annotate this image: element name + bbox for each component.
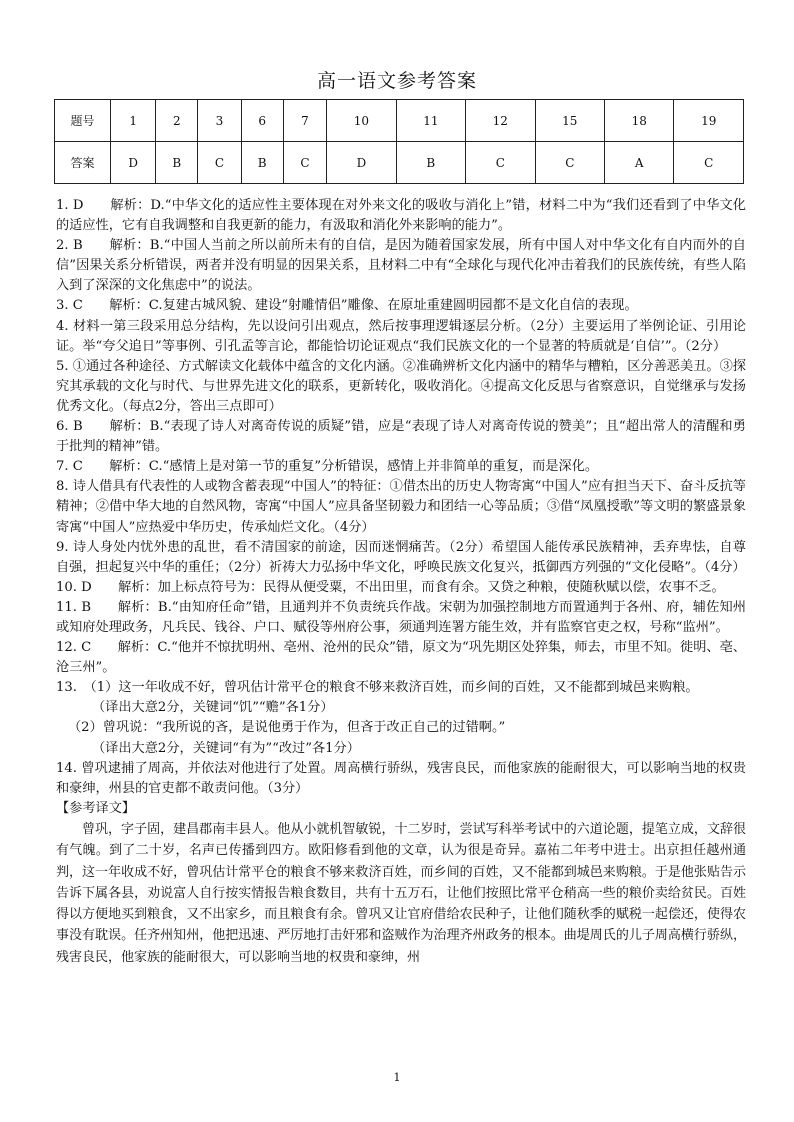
answer-cell: A bbox=[605, 142, 674, 184]
reference-translation-heading: 【参考译文】 bbox=[56, 800, 136, 816]
answer-item: 1. D 解析：D.“中华文化的适应性主要体现在对外来文化的吸收与消化上”错，材料二中为“我们还看到了中华文化的适应性，它有自我调整和自我更新的能力，有汲取和消化外来影响的能力”。 bbox=[56, 198, 746, 234]
scoring-note: （译出大意2分，关键词“有为”“改过”各1分） bbox=[92, 740, 360, 756]
scoring-note: （译出大意2分，关键词“饥”“赡”各1分） bbox=[92, 700, 334, 716]
row-header: 答案 bbox=[55, 142, 111, 184]
page-number: 1 bbox=[393, 1071, 401, 1084]
answer-item: 5. ①通过各种途径、方式解读文化载体中蕴含的文化内涵。②准确辨析文化内涵中的精华与糟粕，区分善恶美丑。③探究其承载的文化与时代、与世界先进文化的联系，更新转化，吸收消化。④提高文化反思与省察意识，自觉继承与发扬优秀文化。（每点2分，答出三点即可） bbox=[56, 358, 746, 414]
question-number: 3 bbox=[198, 100, 241, 142]
answer-row bbox=[55, 142, 744, 184]
answer-cell: C bbox=[535, 142, 604, 184]
question-number: 11 bbox=[396, 100, 465, 142]
answer-item: 2. B 解析：B.“中国人当前之所以前所未有的自信，是因为随着国家发展，所有中国人对中华文化有自内而外的自信”因果关系分析错误，两者并没有明显的因果关系，且材料二中有“全球化与现代化冲击着我们的民族传统，有些人陷入到了深深的文化焦虑中”的说法。 bbox=[56, 238, 746, 294]
question-number: 2 bbox=[156, 100, 198, 142]
answer-item: 13. （1）这一年收成不好，曾巩估计常平仓的粮食不够来救济百姓，而乡间的百姓，又不能都到城邑来购粮。 bbox=[56, 680, 699, 696]
answer-table bbox=[54, 99, 744, 184]
reference-translation-text: 曾巩，字子固，建昌郡南丰县人。他从小就机智敏锐，十二岁时，尝试写科举考试中的六道论题，提笔立成，文辞很有气魄。到了二十岁，名声已传播到四方。欧阳修看到他的文章，认为很是奇异。嘉祐二年考中进士。出京担任越州通判，这一年收成不好，曾巩估计常平仓的粮食不够来救济百姓，而乡间的百姓，又不能都到城邑来购粮。于是他张贴告示告诉下属各县，劝说富人自行按实情报告粮食数目，共有十五万石，让他们按照比常平仓稍高一些的粮价卖给贫民。百姓得以方便地买到粮食，又不出家乡，而且粮食有余。曾巩又让官府借给农民种子，让他们随秋季的赋税一起偿还，使得农事没有耽误。任齐州知州，他把迅速、严厉地打击奸邪和盗贼作为治理齐州政务的根本。曲堤周氏的儿子周高横行骄纵，残害良民，他家族的能耐很大，可以影响当地的权贵和豪绅，州 bbox=[56, 821, 746, 965]
answer-item: 6. B 解析：B.“表现了诗人对离奇传说的质疑”错，应是“表现了诗人对离奇传说的赞美”；且“超出常人的清醒和勇于批判的精神”错。 bbox=[56, 419, 746, 455]
answer-item: 11. B 解析：B.“由知府任命”错，且通判并不负责统兵作战。宋朝为加强控制地方而置通判于各州、府，辅佐知州或知府处理政务，凡兵民、钱谷、户口、赋役等州府公事，须通判连署方能生效，并有监察官吏之权，号称“监州”。 bbox=[56, 599, 746, 635]
answer-cell: C bbox=[674, 142, 744, 184]
question-number: 19 bbox=[674, 100, 744, 142]
answer-cell: D bbox=[111, 142, 156, 184]
answer-cell: C bbox=[283, 142, 326, 184]
answer-item: 4. 材料一第三段采用总分结构，先以设问引出观点，然后按事理逻辑逐层分析。（2分）主要运用了举例论证、引用论证。举“夸父追日”等事例、引孔孟等言论，都能恰切论证观点“我们民族文化的一个显著的特质就是‘自信’”。（2分） bbox=[56, 318, 746, 354]
answer-cell: C bbox=[198, 142, 241, 184]
number-row bbox=[55, 100, 744, 142]
question-number: 6 bbox=[241, 100, 283, 142]
question-number: 15 bbox=[535, 100, 604, 142]
answer-item: 12. C 解析：C.“他并不惊扰明州、亳州、沧州的民众”错，原文为“巩先期区处猝集，师去，市里不知。徙明、亳、沧三州”。 bbox=[56, 640, 746, 676]
answer-item: （2）曾巩说：“我所说的吝，是说他勇于作为，但吝于改正自己的过错啊。” bbox=[68, 720, 506, 736]
answer-item: 14. 曾巩逮捕了周高，并依法对他进行了处置。周高横行骄纵，残害良民，而他家族的能耐很大，可以影响当地的权贵和豪绅，州县的官吏都不敢责问他。（3分） bbox=[56, 760, 746, 796]
answer-item: 7. C 解析：C.“感情上是对第一节的重复”分析错误，感情上并非简单的重复，而是深化。 bbox=[56, 459, 599, 475]
page-title: 高一语文参考答案 bbox=[316, 70, 477, 92]
answer-explanations bbox=[56, 196, 746, 968]
answer-cell: B bbox=[396, 142, 465, 184]
answer-item: 9. 诗人身处内忧外患的乱世，看不清国家的前途，因而迷惘痛苦。（2分）希望国人能传承民族精神，丢弃卑怯，自尊自强，担起复兴中华的重任；（2分）祈祷大力弘扬中华文化，呼唤民族文化复兴，抵御西方列强的“文化侵略”。（4分） bbox=[56, 539, 746, 575]
answer-item: 8. 诗人借具有代表性的人或物含蓄表现“中国人”的特征：①借杰出的历史人物寄寓“中国人”应有担当天下、奋斗反抗等精神；②借中华大地的自然风物，寄寓“中国人”应具备坚韧毅力和团结一心等品质；③借“凤凰授歌”等文明的繁盛景象寄寓“中国人”应热爱中华历史，传承灿烂文化。（4分） bbox=[56, 479, 746, 535]
question-number: 1 bbox=[111, 100, 156, 142]
answer-cell: B bbox=[156, 142, 198, 184]
question-number: 18 bbox=[605, 100, 674, 142]
answer-item: 10. D 解析：加上标点符号为：民得从便受粟，不出田里，而食有余。又贷之种粮，使随秋赋以偿，农事不乏。 bbox=[56, 579, 725, 595]
answer-item: 3. C 解析：C.复建古城风貌、建设“射雕情侣”雕像、在原址重建圆明园都不是文化自信的表现。 bbox=[56, 298, 638, 314]
answer-cell: C bbox=[466, 142, 535, 184]
question-number: 12 bbox=[466, 100, 535, 142]
question-number: 7 bbox=[283, 100, 326, 142]
answer-cell: D bbox=[327, 142, 396, 184]
row-header: 题号 bbox=[55, 100, 111, 142]
question-number: 10 bbox=[327, 100, 396, 142]
answer-cell: B bbox=[241, 142, 283, 184]
